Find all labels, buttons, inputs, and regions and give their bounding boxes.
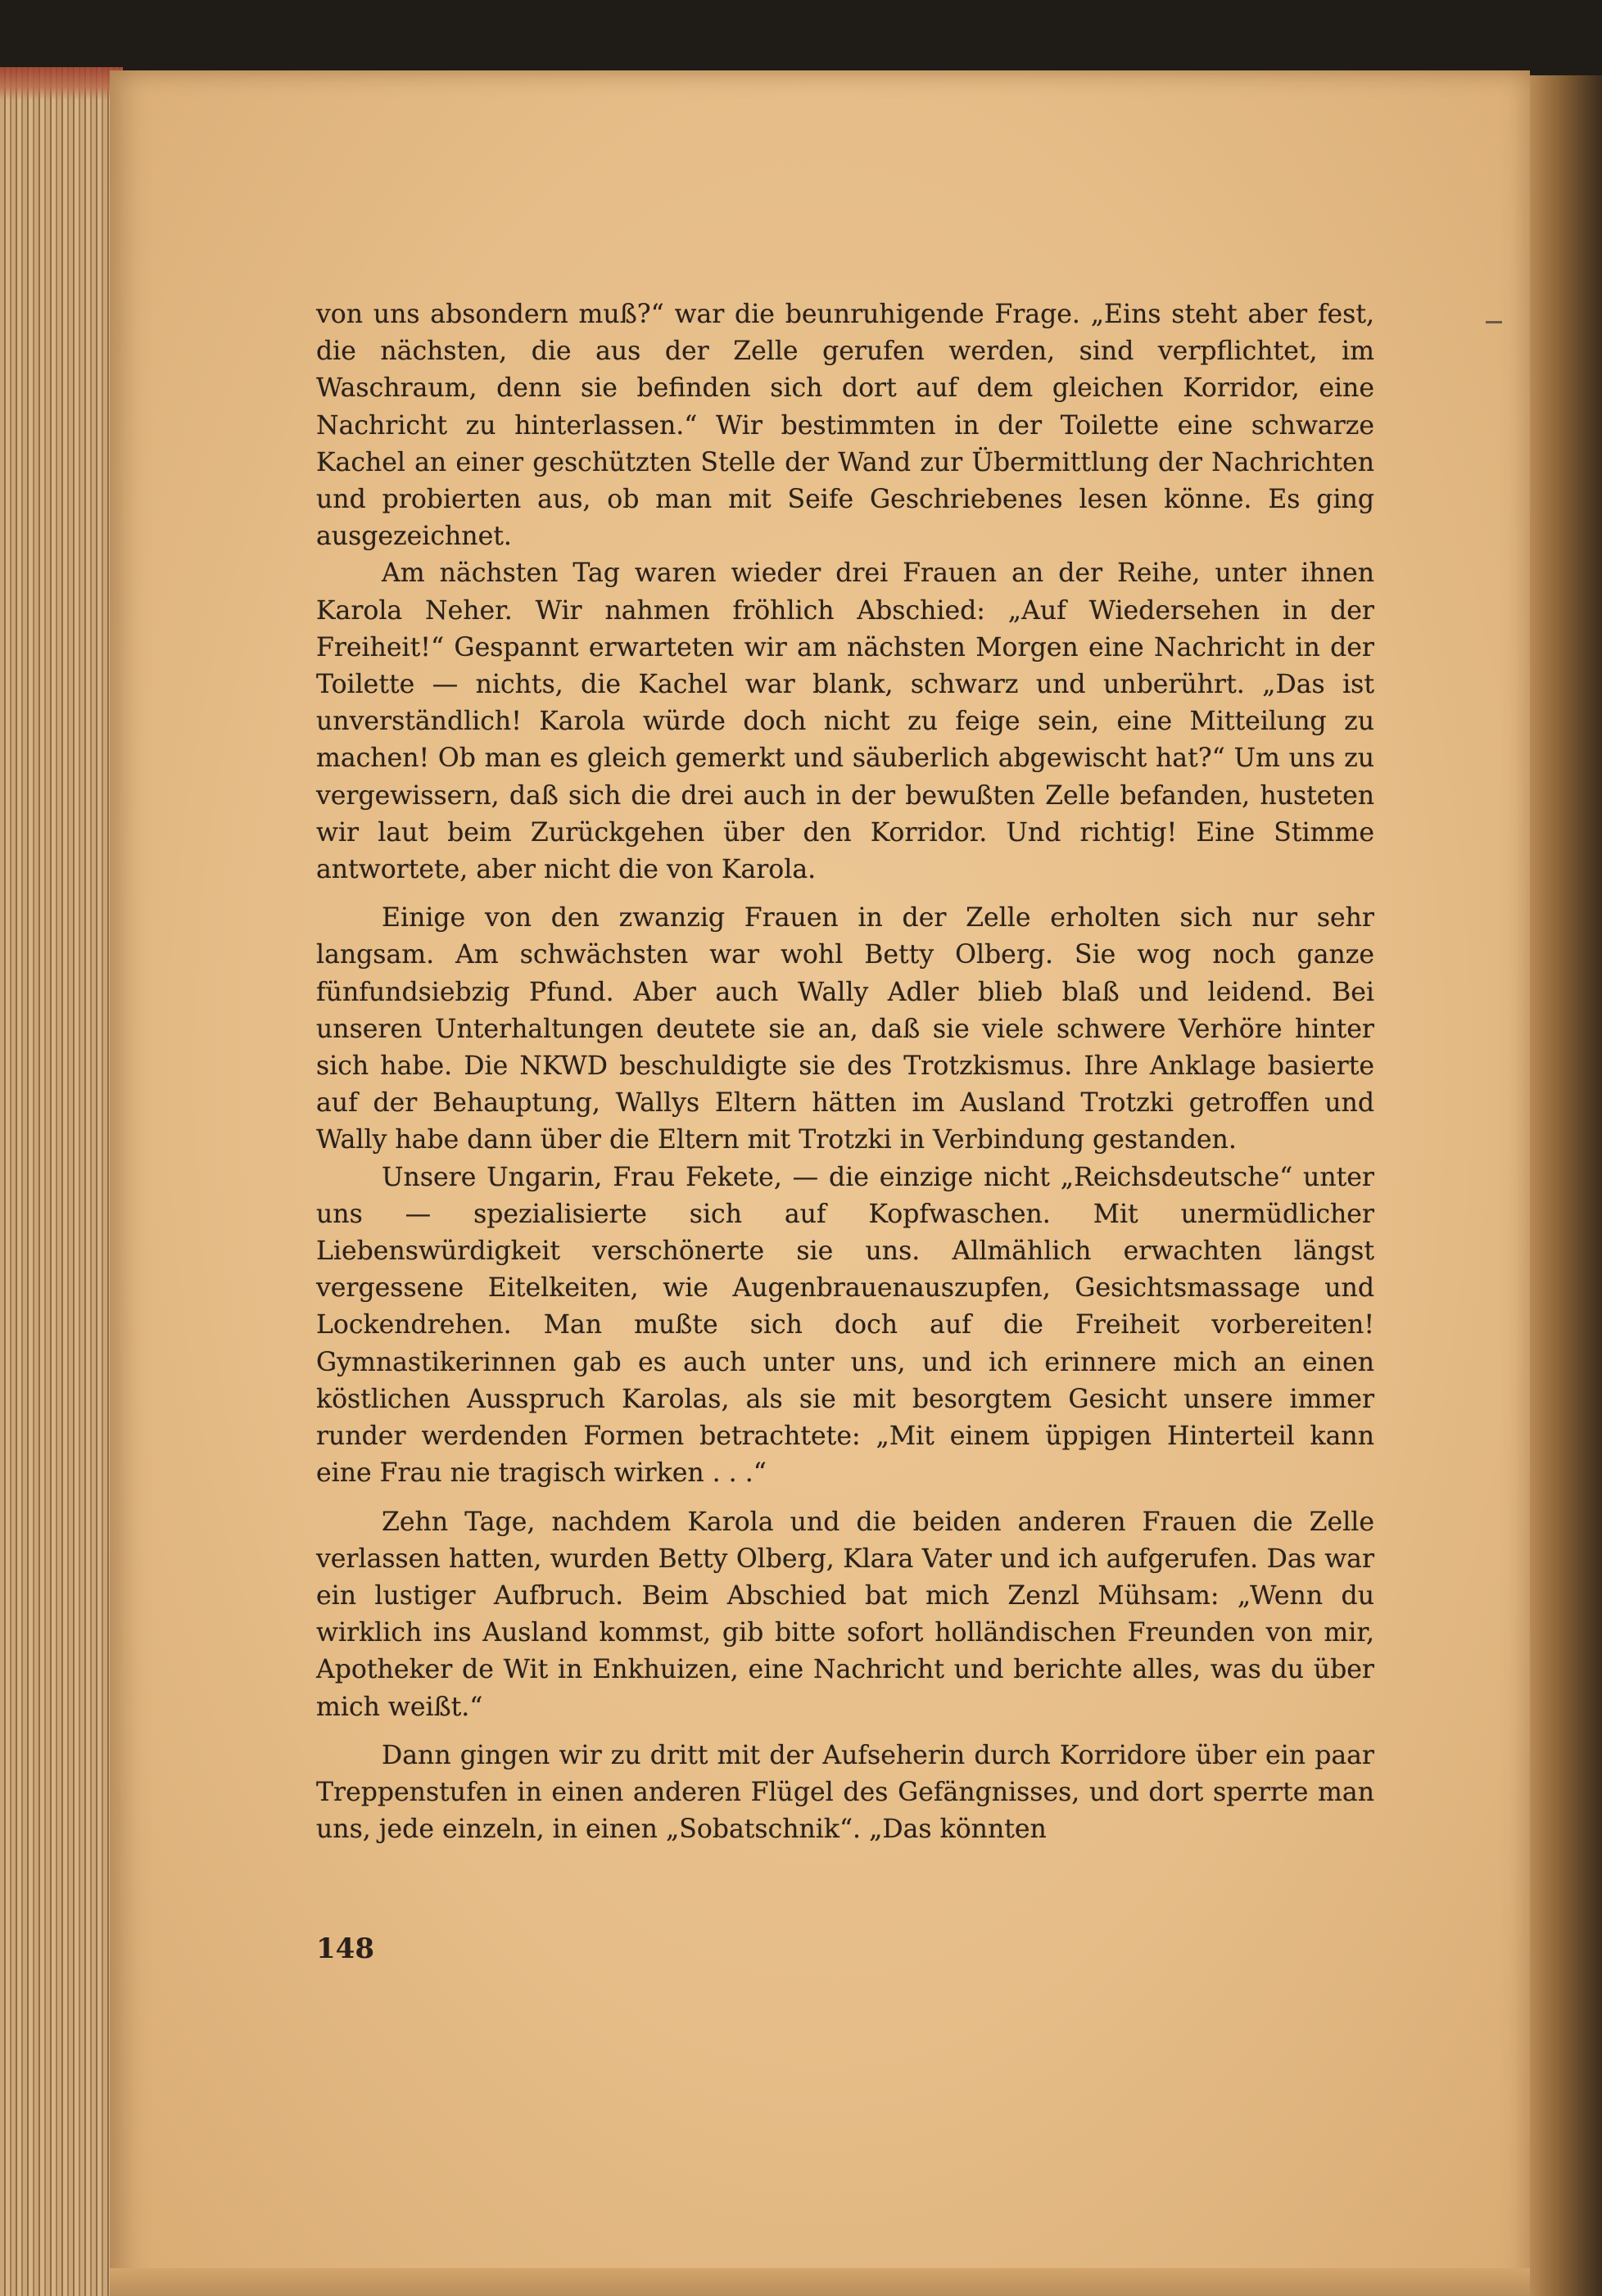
page-bottom-edge: [110, 2268, 1530, 2296]
paragraph-6: Dann gingen wir zu dritt mit der Aufseherin durch Korridore über ein paar Treppenstufen in einen anderen Flügel des Gefängnisses, und dort sperrte man uns, jede einzeln, in einen „Sobatschnik“. „Das könnten: [316, 1740, 1374, 1845]
paragraph-5: Zehn Tage, nachdem Karola und die beiden anderen Frauen die Zelle verlassen hatten, wurden Betty Olberg, Klara Vater und ich aufgerufen. Das war ein lustiger Aufbruch. Beim Abschied bat mich Zenzl Mühsam: „Wenn du wirklich ins Ausland kommst, gib bitte sofort holländischen Freunden von mir, Apotheker de Wit in Enkhuizen, eine Nachricht und berichte alles, was du über mich weißt.“: [316, 1507, 1374, 1722]
paragraph-4: Unsere Ungarin, Frau Fekete, — die einzige nicht „Reichsdeutsche“ unter uns — spezialisierte sich auf Kopfwaschen. Mit unermüdlicher Liebenswürdigkeit verschönerte sie uns. Allmählich erwachten längst vergessene Eitelkeiten, wie Augenbrauenauszupfen, Gesichtsmassage und Lockendrehen. Man mußte sich doch auf die Freiheit vorbereiten! Gymnastikerinnen gab es auch unter uns, und ich erinnere mich an einen köstlichen Ausspruch Karolas, als sie mit besorgtem Gesicht unsere immer runder werdenden Formen betrachtete: „Mit einem üppigen Hinterteil kann eine Frau nie tragisch wirken . . .“: [316, 1162, 1374, 1489]
book-gutter-shadow: [1530, 75, 1602, 2296]
paragraph-3: Einige von den zwanzig Frauen in der Zelle erholten sich nur sehr langsam. Am schwächsten war wohl Betty Olberg. Sie wog noch ganze fünfundsiebzig Pfund. Aber auch Wally Adler blieb blaß und leidend. Bei unseren Unterhaltungen deutete sie an, daß sie viele schwere Verhöre hinter sich habe. Die NKWD beschuldigte sie des Trotzkismus. Ihre Anklage basierte auf der Behauptung, Wallys Eltern hätten im Ausland Trotzki getroffen und Wally habe dann über die Eltern mit Trotzki in Verbindung gestanden.: [316, 903, 1374, 1155]
book-page-edges: [0, 67, 123, 2296]
page-body-text: [316, 296, 1374, 1848]
margin-mark: [1486, 321, 1502, 323]
book-edge-stain: [0, 67, 123, 100]
paragraph-1: von uns absondern muß?“ war die beunruhigende Frage. „Eins steht aber fest, die nächsten, die aus der Zelle gerufen werden, sind verpflichtet, im Waschraum, denn sie befinden sich dort auf dem gleichen Korridor, eine Nachricht zu hinterlassen.“ Wir bestimmten in der Toilette eine schwarze Kachel an einer geschützten Stelle der Wand zur Übermittlung der Nachrichten und probierten aus, ob man mit Seife Geschriebenes lesen könne. Es ging ausgezeichnet.: [316, 300, 1374, 552]
page-number: 148: [316, 1932, 374, 1965]
paragraph-2: Am nächsten Tag waren wieder drei Frauen an der Reihe, unter ihnen Karola Neher. Wir nahmen fröhlich Abschied: „Auf Wiedersehen in der Freiheit!“ Gespannt erwarteten wir am nächsten Morgen eine Nachricht in der Toilette — nichts, die Kachel war blank, schwarz und unberührt. „Das ist unverständlich! Karola würde doch nicht zu feige sein, eine Mitteilung zu machen! Ob man es gleich gemerkt und säuberlich abgewischt hat?“ Um uns zu vergewissern, daß sich die drei auch in der bewußten Zelle befanden, husteten wir laut beim Zurückgehen über den Korridor. Und richtig! Eine Stimme antwortete, aber nicht die von Karola.: [316, 558, 1374, 885]
